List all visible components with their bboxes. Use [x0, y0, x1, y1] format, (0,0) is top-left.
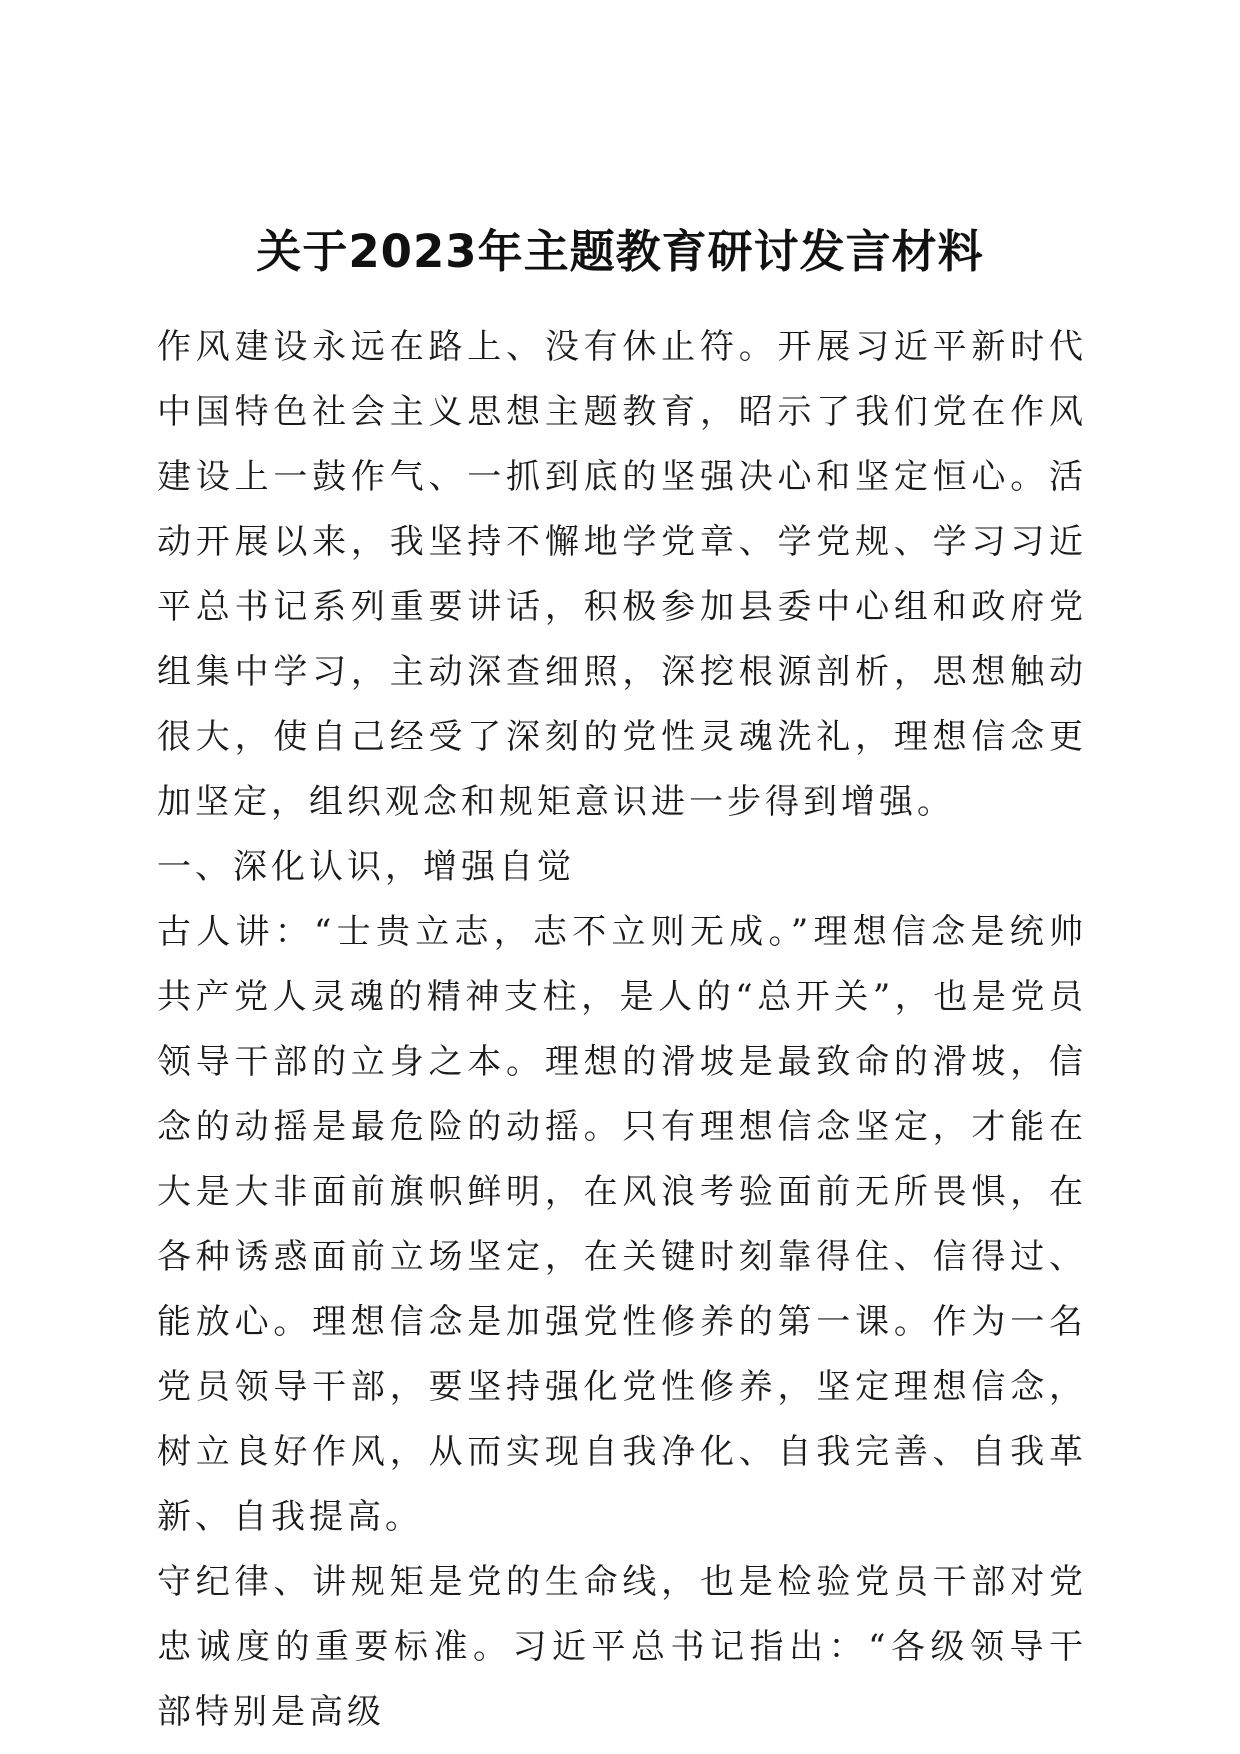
document-body	[157, 315, 1087, 1745]
paragraph-discipline: 守纪律、讲规矩是党的生命线，也是检验党员干部对党忠诚度的重要标准。习近平总书记指出：“各级领导干部特别是高级	[157, 1562, 1087, 1732]
section-heading-1: 一、深化认识，增强自觉	[157, 847, 575, 887]
paragraph-ideals: 古人讲：“士贵立志，志不立则无成。”理想信念是统帅共产党人灵魂的精神支柱，是人的“总开关”，也是党员领导干部的立身之本。理想的滑坡是最致命的滑坡，信念的动摇是最危险的动摇。只有理想信念坚定，才能在大是大非面前旗帜鲜明，在风浪考验面前无所畏惧，在各种诱惑面前立场坚定，在关键时刻靠得住、信得过、能放心。理想信念是加强党性修养的第一课。作为一名党员领导干部，要坚持强化党性修养，坚定理想信念，树立良好作风，从而实现自我净化、自我完善、自我革新、自我提高。	[157, 912, 1087, 1537]
paragraph-intro: 作风建设永远在路上、没有休止符。开展习近平新时代中国特色社会主义思想主题教育，昭示了我们党在作风建设上一鼓作气、一抓到底的坚强决心和坚定恒心。活动开展以来，我坚持不懈地学党章、学党规、学习习近平总书记系列重要讲话，积极参加县委中心组和政府党组集中学习，主动深查细照，深挖根源剖析，思想触动很大，使自己经受了深刻的党性灵魂洗礼，理想信念更加坚定，组织观念和规矩意识进一步得到增强。	[157, 327, 1087, 822]
document-title: 关于2023年主题教育研讨发言材料	[256, 225, 984, 278]
